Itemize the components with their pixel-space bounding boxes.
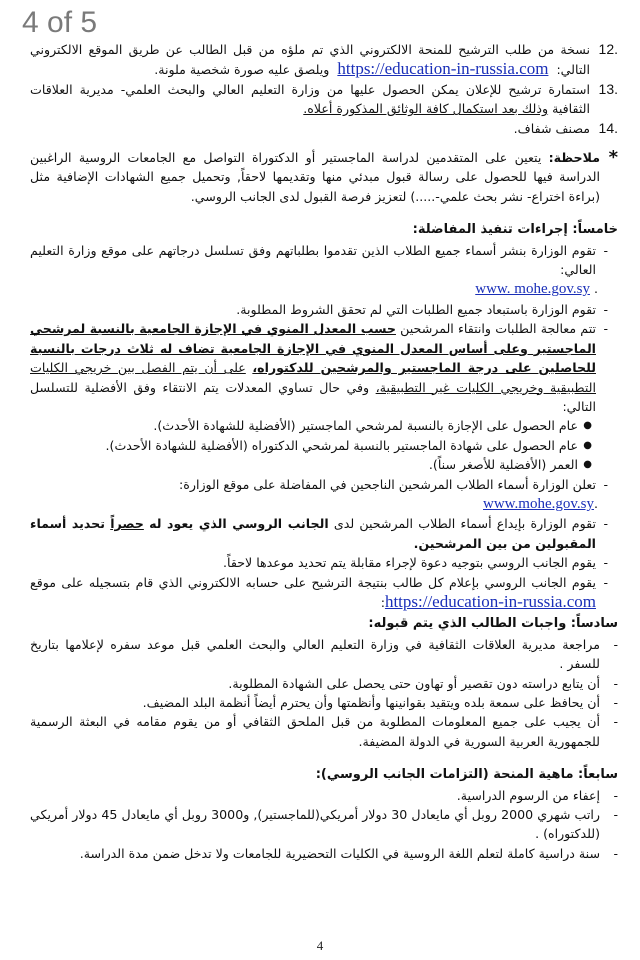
mohe-link[interactable]: www. mohe.gov.sy <box>475 281 590 298</box>
bullet-icon: ● <box>583 439 592 451</box>
note-block <box>30 148 618 206</box>
item-text: مصنف شفاف. <box>513 120 590 136</box>
section-6-item: - أن يحافظ على سمعة بلده ويتقيد بقوانينها وأنظمتها وأن يحترم أيضاً أنظمة البلد المضيف. <box>142 695 618 710</box>
section-6-item: - مراجعة مديرية العلاقات الثقافية في وزارة التعليم العالي والبحث العلمي قبل موعد سفره لإعلامها بتاريخ للسفر . <box>30 636 618 672</box>
item-text-underlined: وذلك بعد استكمال كافة الوثائق المذكورة أعلاه. <box>303 101 549 117</box>
list-item-13 <box>30 80 618 119</box>
page-number: 4 <box>316 938 324 953</box>
section-7-item: - راتب شهري 2000 روبل أي مايعادل 30 دولار أمريكي(للماجستير), و3000 روبل أي مايعادل 45 دولار أمريكي (للدكتوراه) . <box>30 807 618 842</box>
item-number: .14 <box>598 119 618 136</box>
section-6-item: - أن يتابع دراسته دون تقصير أو تهاون حتى يحصل على الشهادة المطلوبة. <box>228 675 618 691</box>
item-text-underlined: على أن يتم الفصل بين خريجي الكليات التطبيقية وخريجي الكليات غير التطبيقية، <box>30 360 596 395</box>
section-7-heading: سابعاً: ماهية المنحة (التزامات الجانب الروسي): <box>315 767 618 783</box>
item-text: نسخة من طلب الترشيح للمنحة الالكتروني الذي تم ملؤه من قبل الطالب عن طريق الموقع الالكتروني التالي: <box>30 42 590 78</box>
section-5-item: - يقوم الجانب الروسي بإعلام كل طالب بنتيجة الترشيح على حسابه الالكتروني الذي قام بتسجيله على موقع https://education-in-russia.com: <box>30 574 608 611</box>
section-7-item: - سنة دراسية كاملة لتعلم اللغة الروسية في الكليات التحضيرية للجامعات ولا تدخل ضمن مدة الدراسة. <box>79 845 618 861</box>
mohe-link-line-1: . www. mohe.gov.sy <box>475 281 598 298</box>
section-5-item: - تقوم الوزارة بإيداع أسماء الطلاب المرشحين لدى الجانب الروسي الذي يعود له حصراً تحديد أسماء المقبولين من بين المرشحين. <box>30 516 608 551</box>
page-indicator: 4 of 5 <box>22 6 98 39</box>
note-label: ملاحظة: <box>548 150 600 166</box>
bullet-item: ● العمر (الأفضلية للأصغر سناً). <box>30 455 592 474</box>
section-5-heading: خامساً: إجراءات تنفيذ المفاضلة: <box>412 222 618 238</box>
section-7-item: - إعفاء من الرسوم الدراسية. <box>456 787 618 803</box>
education-in-russia-link[interactable]: https://education-in-russia.com <box>337 59 549 79</box>
bullet-icon: ● <box>583 459 592 471</box>
item-text: وفي حال تساوي المعدلات يتم الانتقاء وفق الأفضلية للتسلسل التالي: <box>30 379 596 414</box>
document-page <box>30 40 618 863</box>
note-text: يتعين على المتقدمين لدراسة الماجستير أو الدكتوراة التواصل مع الجامعات الروسية الراغبين الدراسة فيها للحصول على رسالة قبول مبدئي منها وتقديمها لاحقاً, وتحميل جميع الشهادات الإضافية مثل (براءة اختراع- نشر بحث علمي-.....) لتعزيز فرصة القبول لدى الجانب الروسي. <box>30 150 600 204</box>
mohe-link[interactable]: www.mohe.gov.sy <box>483 495 594 512</box>
section-6-heading: سادساً: واجبات الطالب الذي يتم قبوله: <box>368 616 618 632</box>
bullet-item: ● عام الحصول على شهادة الماجستير بالنسبة لمرشحي الدكتوراه (الأفضلية للشهادة الأحدث). <box>30 436 592 455</box>
bullet-item: ● عام الحصول على الإجازة بالنسبة لمرشحي الماجستير (الأفضلية للشهادة الأحدث). <box>30 416 592 435</box>
mohe-link-line-2: .www.mohe.gov.sy <box>483 495 598 512</box>
section-5-item: - يقوم الجانب الروسي بتوجيه دعوة لإجراء مقابلة يتم تحديد موعدها لاحقاً. <box>30 553 608 572</box>
section-5-item: - تعلن الوزارة أسماء الطلاب المرشحين الناجحين في المفاضلة على موقع الوزارة: <box>30 475 608 494</box>
item-text: استمارة ترشيح للإعلان يمكن الحصول عليها من وزارة التعليم العالي والبحث العلمي- مديرية العلاقات الثقافية <box>30 81 590 117</box>
item-text: تعلن الوزارة أسماء الطلاب المرشحين الناجحين في المفاضلة على موقع الوزارة: <box>179 476 596 492</box>
asterisk-icon: * <box>608 147 618 169</box>
item-text: تقوم الوزارة باستبعاد جميع الطلبات التي لم تحقق الشروط المطلوبة. <box>236 301 596 317</box>
item-text: تقوم الوزارة بنشر أسماء جميع الطلاب الذين تقدموا بطلباتهم وفق تسلسل درجاتهم على موقع وزارة التعليم العالي: <box>30 242 596 278</box>
education-in-russia-link[interactable]: https://education-in-russia.com <box>384 591 596 611</box>
item-text-after: ويلصق عليه صورة شخصية ملونة. <box>154 62 330 78</box>
section-5-item: - تقوم الوزارة بنشر أسماء جميع الطلاب الذين تقدموا بطلباتهم وفق تسلسل درجاتهم على موقع وزارة التعليم العالي: <box>30 241 608 280</box>
item-number: .13 <box>598 80 618 97</box>
item-text-bold: حسب المعدل المنوي في الإجازة الجامعية بالنسبة لمرشحي الماجستير وعلى أساس المعدل المنوي في الإجازة الجامعية تضاف له ثلاث درجات بالنسبة للحاصلين على درجة الماجستير والمرشحين للدكتوراه، <box>30 321 596 376</box>
section-5-item: - تقوم الوزارة باستبعاد جميع الطلبات التي لم تحقق الشروط المطلوبة. <box>30 300 608 319</box>
item-text: تتم معالجة الطلبات وانتقاء المرشحين <box>400 321 596 337</box>
item-text: يقوم الجانب الروسي بتوجيه دعوة لإجراء مقابلة يتم تحديد موعدها لاحقاً. <box>223 555 596 571</box>
item-number: .12 <box>598 41 618 57</box>
section-6-item: - أن يجيب على جميع المعلومات المطلوبة من قبل الملحق الثقافي أو من يقوم مقامه في البعثة الرسمية للجمهورية العربية السورية في الدولة المضيفة. <box>30 714 618 749</box>
list-item-12 <box>30 40 618 80</box>
bullet-icon: ● <box>583 420 592 432</box>
section-5-item: - تتم معالجة الطلبات وانتقاء المرشحين حسب المعدل المنوي في الإجازة الجامعية بالنسبة لمرشحي الماجستير وعلى أساس المعدل المنوي في الإجازة الجامعية تضاف له ثلاث درجات بالنسبة للحاصلين على درجة الماجستير والمرشحين للدكتوراه، على أن يتم الفصل بين خريجي الكليات التطبيقية وخريجي الكليات غير التطبيقية، وفي حال تساوي المعدلات يتم الانتقاء وفق الأفضلية للتسلسل التالي: <box>30 321 608 414</box>
list-item-14 <box>30 119 618 138</box>
